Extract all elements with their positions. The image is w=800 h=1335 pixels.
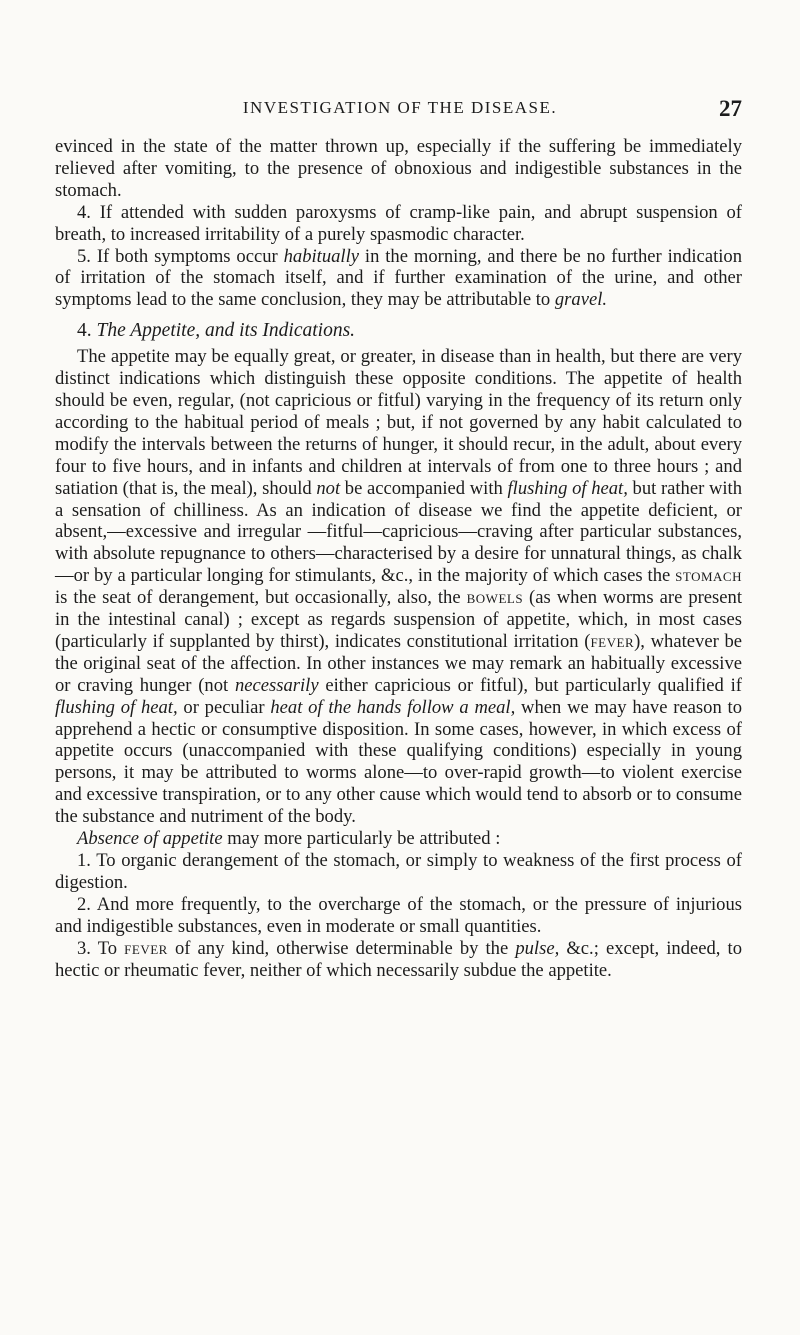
section-number: 4. bbox=[77, 320, 92, 342]
section-heading bbox=[55, 320, 742, 342]
list-item-3: 3. To fever of any kind, otherwise determinable by the pulse, &c.; except, indeed, to hectic or rheumatic fever, neither of which necessarily subdue the appetite. bbox=[55, 937, 742, 981]
running-head bbox=[0, 96, 800, 126]
paragraph-absence: Absence of appetite may more particularly be attributed : bbox=[77, 828, 501, 850]
list-item-2: 2. And more frequently, to the overcharge of the stomach, or the pressure of injurious and indigestible substances, even in moderate or small quantities. bbox=[55, 893, 742, 937]
body-text bbox=[55, 136, 742, 981]
list-item-5: 5. If both symptoms occur habitually in the morning, and there be no further indication of irritation of the stomach itself, and if further examination of the urine, and other symptoms lead to the same conclusion, they may be attributable to gravel. bbox=[55, 245, 742, 311]
running-title: INVESTIGATION OF THE DISEASE. bbox=[242, 98, 558, 117]
paragraph-appetite: The appetite may be equally great, or greater, in disease than in health, but there are very distinct indications which distinguish these opposite conditions. The appetite of health should be even, regular, (not capricious or fitful) varying in the frequency of its return only according to the habitual period of meals ; but, if not governed by any habit calculated to modify the intervals between the returns of hunger, it should recur, in the adult, about every four to five hours, and in infants and children at intervals of from one to three hours ; and satiation (that is, the meal), should not be accompanied with flushing of heat, but rather with a sensation of chilliness. As an indication of disease we find the appetite deficient, or absent,—excessive and irregular —fitful—capricious—craving after particular substances, with absolute repugnance to others—characterised by a desire for unnatural things, as chalk—or by a particular longing for stimulants, &c., in the majority of which cases the stomach is the seat of derangement, but occasionally, also, the bowels (as when worms are present in the intestinal canal) ; except as regards suspension of appetite, which, in most cases (particularly if supplanted by thirst), indicates constitutional irritation (fever), whatever be the original seat of the affection. In other instances we may remark an habitually excessive or craving hunger (not necessarily either capricious or fitful), but particularly qualified if flushing of heat, or peculiar heat of the hands follow a meal, when we may have reason to apprehend a hectic or consumptive disposition. In some cases, however, in which excess of appetite occurs (unaccompanied with these qualifying conditions) especially in young persons, it may be attributed to worms alone—to over-rapid growth—to violent exercise and excessive transpiration, or to any other cause which would tend to absorb or to consume the substance and nutriment of the body. bbox=[55, 346, 743, 828]
page-number: 27 bbox=[719, 96, 742, 121]
list-item-1: 1. To organic derangement of the stomach, or simply to weakness of the first process of digestion. bbox=[55, 850, 742, 893]
section-title: The Appetite, and its Indications. bbox=[96, 320, 356, 342]
paragraph-continuation: evinced in the state of the matter thrown up, especially if the suffering be immediately relieved after vomiting, to the presence of obnoxious and indigestible substances in the stomach. bbox=[55, 136, 742, 201]
list-item-4: 4. If attended with sudden paroxysms of cramp-like pain, and abrupt suspension of breath, to increased irritability of a purely spasmodic character. bbox=[55, 201, 742, 245]
